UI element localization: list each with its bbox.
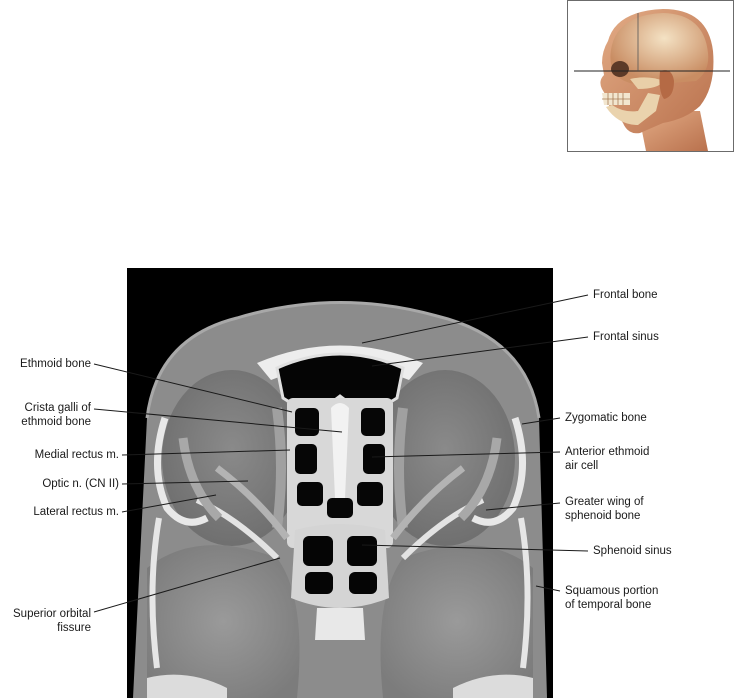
clivus-shape	[315, 608, 365, 640]
label-text-line2: of temporal bone	[565, 599, 652, 611]
label-text: Zygomatic bone	[565, 412, 647, 424]
label-greater-wing	[565, 495, 644, 523]
label-frontal-sinus	[593, 330, 659, 344]
label-text: Lateral rectus m.	[33, 506, 119, 518]
axial-ct-image	[127, 268, 553, 698]
label-frontal-bone	[593, 288, 658, 302]
label-lateral-rectus	[33, 505, 119, 519]
label-text-line2: sphenoid bone	[565, 510, 641, 522]
label-ethmoid-bone	[20, 357, 91, 371]
label-text-line2: ethmoid bone	[21, 416, 91, 428]
label-squamous-temporal	[565, 584, 658, 612]
label-text-line1: Anterior ethmoid	[565, 446, 650, 458]
label-text-line1: Crista galli of	[24, 402, 91, 414]
label-anterior-ethmoid	[565, 445, 649, 473]
label-text: Frontal bone	[593, 289, 658, 301]
label-text: Medial rectus m.	[34, 449, 119, 461]
left-medial-rectus	[277, 408, 281, 528]
label-text-line2: fissure	[57, 622, 91, 634]
label-text-line1: Greater wing of	[565, 496, 644, 508]
label-text-line1: Superior orbital	[13, 608, 91, 620]
head-lateral-view-with-axial-plane-icon	[568, 1, 734, 152]
orbit-shape	[611, 61, 629, 77]
sphenoid-sinus-shape	[291, 524, 389, 608]
axial-ct-orbit-section-icon	[127, 268, 553, 698]
label-crista-galli	[21, 401, 91, 429]
label-zygomatic-bone	[565, 411, 647, 425]
label-text: Sphenoid sinus	[593, 545, 672, 557]
label-optic-nerve	[42, 477, 119, 491]
label-text-line1: Squamous portion	[565, 585, 659, 597]
label-text: Optic n. (CN II)	[42, 478, 119, 490]
orientation-thumbnail	[567, 0, 734, 152]
label-medial-rectus	[35, 448, 119, 462]
label-text: Frontal sinus	[593, 331, 659, 343]
label-text: Ethmoid bone	[20, 358, 91, 370]
label-text-line2: air cell	[565, 460, 599, 472]
right-medial-rectus	[399, 408, 403, 528]
label-sphenoid-sinus	[593, 544, 672, 558]
label-superior-orbital-fissure	[13, 607, 91, 635]
